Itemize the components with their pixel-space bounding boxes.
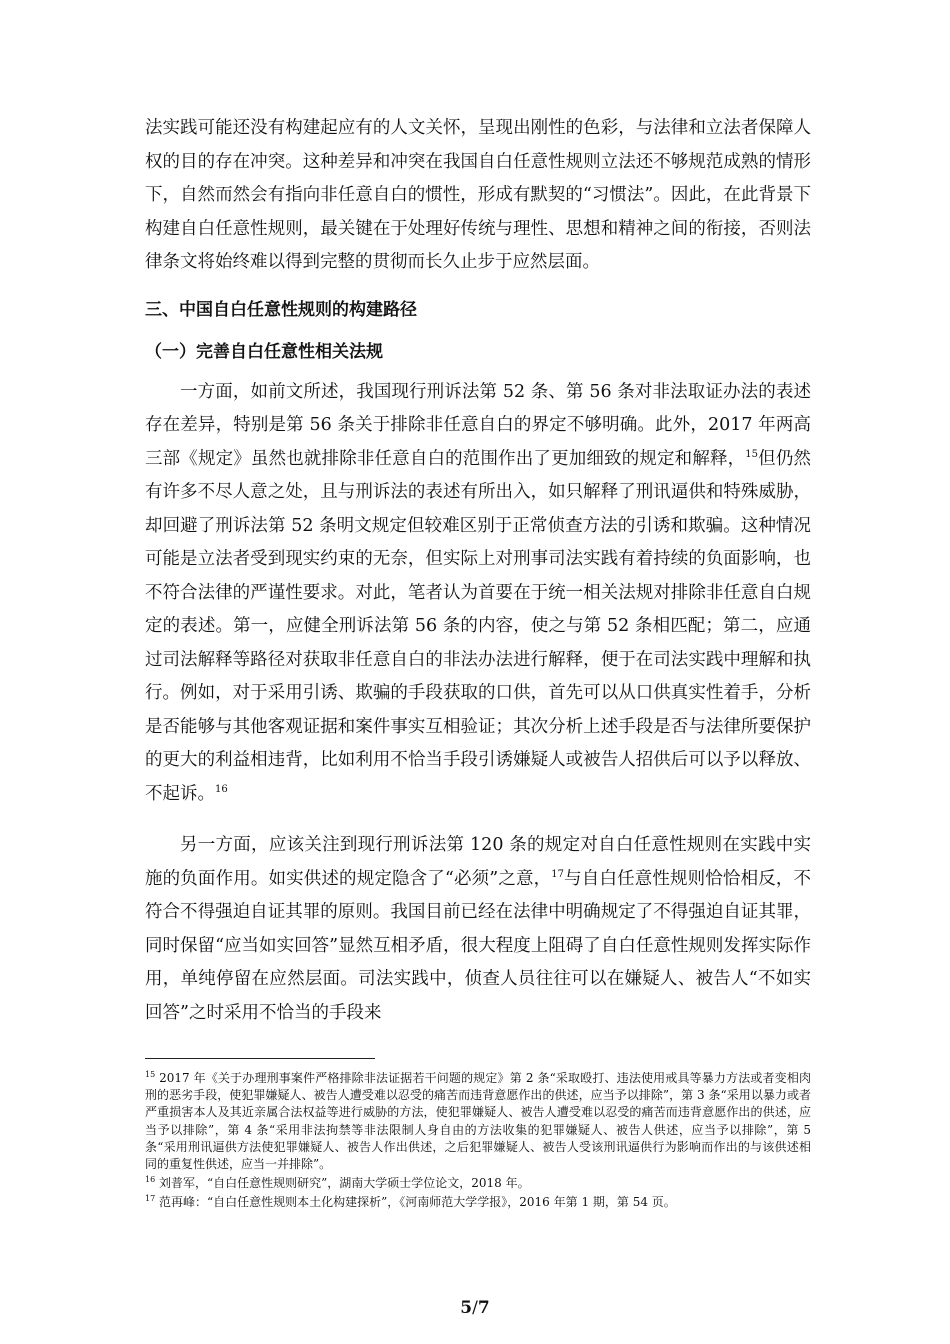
- footnote-ref-15[interactable]: 15: [745, 448, 759, 460]
- paragraph-2-part-b: 与自白任意性规则恰恰相反，不符合不得强迫自证其罪的原则。我国目前已经在法律中明确规定了不得强迫自证其罪，同时保留“应当如实回答”显然互相矛盾，很大程度上阻碍了自白任意性规则发挥实际作用，单纯停留在应然层面。司法实践中，侦查人员往往可以在嫌疑人、被告人“不如实回答”之时采用不恰当的手段来: [145, 868, 811, 1023]
- footnote-number: 16: [145, 1175, 156, 1185]
- page-number: [0, 1298, 950, 1318]
- footnote-16: [145, 1175, 811, 1192]
- paragraph-intro: 法实践可能还没有构建起应有的人文关怀，呈现出刚性的色彩，与法律和立法者保障人权的目的存在冲突。这种差异和冲突在我国自白任意性规则立法还不够规范成熟的情形下，自然而然会有指向非任意自白的惯性，形成有默契的“习惯法”。因此，在此背景下构建自白任意性规则，最关键在于处理好传统与理性、思想和精神之间的衔接，否则法律条文将始终难以得到完整的贯彻而长久止步于应然层面。: [145, 118, 811, 272]
- paragraph-1: [145, 376, 811, 812]
- paragraph-2: [145, 829, 811, 1030]
- footnote-number: 15: [145, 1070, 156, 1079]
- page-separator: /: [472, 1298, 478, 1318]
- footnote-ref-17[interactable]: 17: [551, 868, 565, 880]
- footnote-text: 范再峰：“自白任意性规则本土化构建探析”，《河南师范大学学报》，2016 年第 1 期，第 54 页。: [155, 1195, 676, 1210]
- footnote-15: [145, 1070, 811, 1173]
- footnote-17: [145, 1194, 811, 1211]
- section-heading: 三、中国自白任意性规则的构建路径: [145, 299, 417, 320]
- paragraph-2-part-a: 另一方面，应该关注到现行刑诉法第 120 条的规定对自白任意性规则在实践中实施的负面作用。如实供述的规定隐含了“必须”之意，: [145, 835, 811, 889]
- page-current: 5: [460, 1298, 473, 1318]
- footnote-number: 17: [145, 1194, 156, 1204]
- footnote-text: 2017 年《关于办理刑事案件严格排除非法证据若干问题的规定》第 2 条“采取殴打、违法使用戒具等暴力方法或者变相肉刑的恶劣手段，使犯罪嫌疑人、被告人遭受难以忍受的痛苦而违背意愿作出的供述，应当予以排除”，第 3 条“采用以暴力或者严重损害本人及其近亲属合法权益等进行威胁的方法，使犯罪嫌疑人、被告人遭受难以忍受的痛苦而违背意愿作出的供述，应当予以排除”，第 4 条“采用非法拘禁等非法限制人身自由的方法收集的犯罪嫌疑人、被告人供述，应当予以排除”，第 5 条“采用刑讯逼供方法使犯罪嫌疑人、被告人作出供述，之后犯罪嫌疑人、被告人受该刑讯逼供行为影响而作出的与该供述相同的重复性供述，应当一并排除”。: [145, 1071, 811, 1172]
- paragraph-1-part-b: 但仍然有许多不尽人意之处，且与刑诉法的表述有所出入，如只解释了刑讯逼供和特殊威胁，却回避了刑诉法第 52 条明文规定但较难区别于正常侦查方法的引诱和欺骗。这种情况可能是立法者受到现实约束的无奈，但实际上对刑事司法实践有着持续的负面影响，也不符合法律的严谨性要求。对此，笔者认为首要在于统一相关法规对排除非任意自白规定的表述。第一，应健全刑诉法第 56 条的内容，使之与第 52 条相匹配；第二，应通过司法解释等路径对获取非任意自白的非法办法进行解释，便于在司法实践中理解和执行。例如，对于采用引诱、欺骗的手段获取的口供，首先可以从口供真实性着手，分析是否能够与其他客观证据和案件事实互相验证；其次分析上述手段是否与法律所要保护的更大的利益相违背，比如利用不恰当手段引诱嫌疑人或被告人招供后可以予以释放、不起诉。: [145, 448, 811, 804]
- body-text: [145, 112, 811, 1030]
- footnote-text: 刘普军，“自白任意性规则研究”，湖南大学硕士学位论文，2018 年。: [155, 1176, 530, 1191]
- subsection-heading: （一）完善自白任意性相关法规: [145, 341, 383, 362]
- paragraph-1-part-a: 一方面，如前文所述，我国现行刑诉法第 52 条、第 56 条对非法取证办法的表述存在差异，特别是第 56 条关于排除非任意自白的界定不够明确。此外，2017 年两高三部《规定》虽然也就排除非任意自白的范围作出了更加细致的规定和解释，: [145, 381, 811, 469]
- page-total: 7: [477, 1298, 490, 1318]
- footnote-ref-16[interactable]: 16: [215, 783, 228, 795]
- footnotes: [145, 1070, 811, 1214]
- footnote-separator: [145, 1058, 375, 1059]
